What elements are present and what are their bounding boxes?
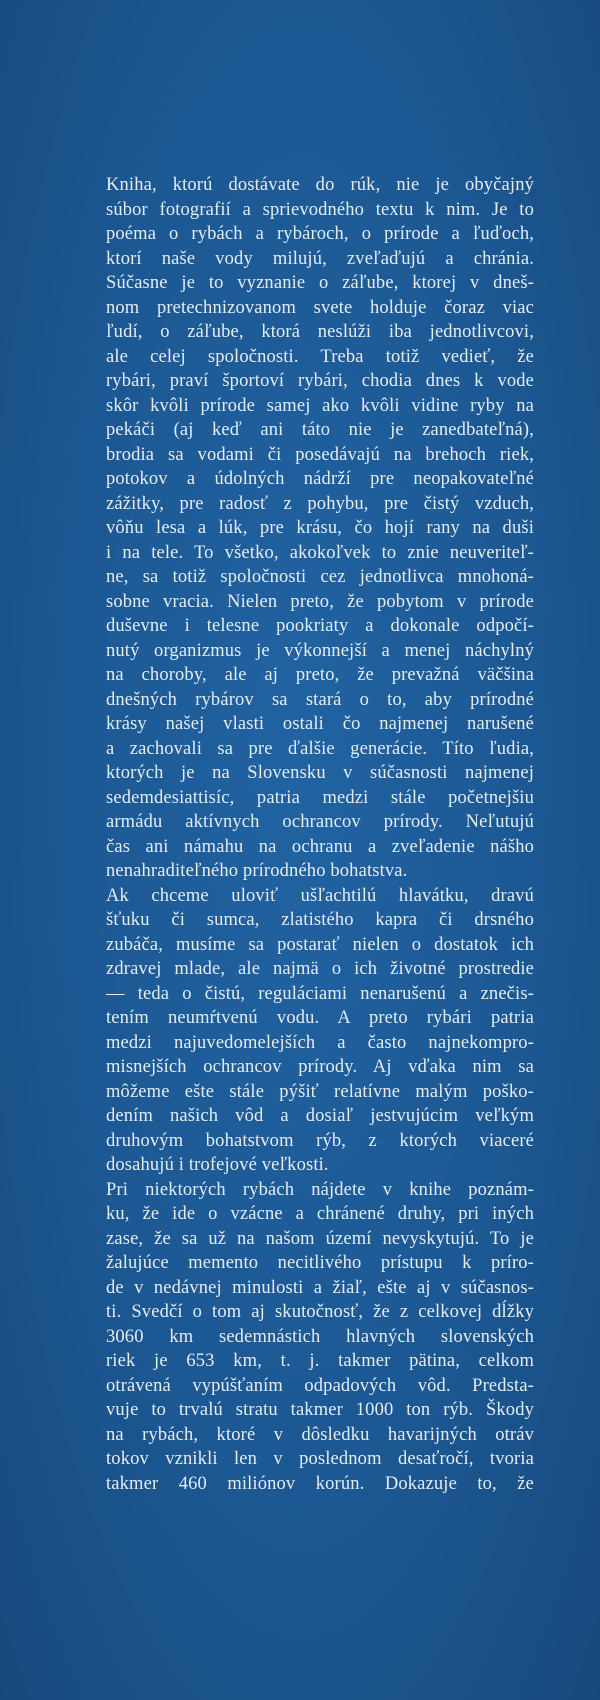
text-line: zdravej mlade, ale najmä o ich životné prostredie — [106, 959, 534, 979]
text-line: skôr kvôli prírode samej ako kvôli vidine ryby na — [106, 395, 534, 416]
text-line: otrávená vypúšťaním odpadových vôd. Predsta- — [106, 1375, 534, 1396]
text-line: ale celej spoločnosti. Treba totiž vedieť, že — [106, 346, 534, 367]
text-line: zubáča, musíme sa postarať nielen o dostatok ich — [106, 934, 534, 955]
text-line: vôňu lesa a lúk, pre krásu, čo hojí rany na duši — [106, 518, 534, 538]
text-line: armádu aktívnych ochrancov prírody. Neľutujú — [106, 812, 534, 832]
text-line: šťuku či sumca, zlatistého kapra či drsného — [106, 910, 534, 930]
paragraph — [106, 1178, 534, 1497]
text-line: misnejších ochrancov prírody. Aj vďaka nim sa — [106, 1057, 534, 1077]
text-line: žalujúce memento necitlivého prístupu k príro- — [106, 1253, 534, 1273]
text-line: rybári, praví športoví rybári, chodia dnes k vode — [106, 371, 534, 391]
text-line: na choroby, ale aj preto, že prevažná väčšina — [106, 665, 534, 685]
text-line: dnešných rybárov sa stará o to, aby prírodné — [106, 689, 534, 710]
text-line: môžeme ešte stále pýšiť relatívne malým poško- — [106, 1081, 534, 1102]
text-line: čas ani námahu na ochranu a zveľadenie nášho — [106, 836, 534, 857]
text-line: pekáči (aj keď ani táto nie je zanedbateľná), — [106, 420, 534, 440]
text-line: brodia sa vodami či posedávajú na brehoch riek, — [106, 444, 534, 465]
text-line: i na tele. To všetko, akokoľvek to znie neuveriteľ- — [106, 542, 534, 563]
text-line: nenahraditeľného prírodného bohatstva. — [106, 861, 408, 881]
text-line: nutý organizmus je výkonnejší a menej náchylný — [106, 640, 534, 661]
text-line: ne, sa totiž spoločnosti cez jednotlivca mnohoná- — [106, 567, 534, 587]
text-line: dosahujú i trofejové veľkosti. — [106, 1155, 329, 1175]
text-line: vuje to trvalú stratu takmer 1000 ton rýb. Škody — [106, 1400, 534, 1420]
text-line: sobne vracia. Nielen preto, že pobytom v prírode — [106, 591, 534, 612]
text-line: 3060 km sedemnástich hlavných slovenských — [106, 1326, 534, 1347]
text-line: de v nedávnej minulosti a žiaľ, ešte aj v súčasnos- — [106, 1277, 534, 1298]
body-text — [106, 173, 534, 1496]
text-line: tením neumŕtvenú vodu. A preto rybári patria — [106, 1008, 534, 1028]
text-line: dením našich vôd a dosiaľ jestvujúcim veľkým — [106, 1106, 534, 1126]
text-line: zase, že sa už na našom území nevyskytujú. To je — [106, 1228, 534, 1249]
text-line: ktorí naše vody milujú, zveľaďujú a chránia. — [106, 248, 534, 269]
text-line: zážitky, pre radosť z pohybu, pre čistý vzduch, — [106, 493, 534, 514]
text-line: Kniha, ktorú dostávate do rúk, nie je obyčajný — [106, 175, 534, 195]
paragraph — [106, 884, 534, 1178]
text-line: poéma o rybách a rybároch, o prírode a ľuďoch, — [106, 224, 534, 244]
text-line: ktorých je na Slovensku v súčasnosti najmenej — [106, 763, 534, 783]
paragraph — [106, 173, 534, 884]
text-line: ľudí, o záľube, ktorá neslúži iba jednotlivcovi, — [106, 322, 534, 342]
text-line: sedemdesiattisíc, patria medzi stále početnejšiu — [106, 787, 534, 808]
text-line: Ak chceme uloviť ušľachtilú hlavátku, dravú — [106, 885, 534, 906]
text-line: a zachovali sa pre ďalšie generácie. Títo ľudia, — [106, 738, 534, 759]
text-line: súbor fotografií a sprievodného textu k nim. Je to — [106, 199, 534, 220]
text-line: druhovým bohatstvom rýb, z ktorých viaceré — [106, 1130, 534, 1151]
text-line: tokov vznikli len v poslednom desaťročí, tvoria — [106, 1449, 534, 1469]
text-line: krásy našej vlasti ostali čo najmenej narušené — [106, 714, 534, 734]
text-line: takmer 460 miliónov korún. Dokazuje to, že — [106, 1473, 534, 1494]
text-line: na rybách, ktoré v dôsledku havarijných otráv — [106, 1424, 534, 1445]
text-line: ku, že ide o vzácne a chránené druhy, pri iných — [106, 1204, 534, 1224]
text-line: Pri niektorých rybách nájdete v knihe poznám- — [106, 1179, 534, 1200]
text-line: duševne i telesne pookriaty a dokonale odpočí- — [106, 616, 534, 636]
text-line: ti. Svedčí o tom aj skutočnosť, že z celkovej dĺžky — [106, 1302, 534, 1322]
text-line: nom pretechnizovanom svete holduje čoraz viac — [106, 297, 534, 318]
text-line: Súčasne je to vyznanie o záľube, ktorej v dneš- — [106, 273, 534, 293]
text-line: — teda o čistú, reguláciami nenarušenú a znečis- — [106, 983, 534, 1004]
text-line: riek je 653 km, t. j. takmer pätina, celkom — [106, 1351, 534, 1371]
text-line: medzi najuvedomelejších a často najnekompro- — [106, 1032, 534, 1053]
text-line: potokov a údolných nádrží pre neopakovateľné — [106, 469, 534, 489]
